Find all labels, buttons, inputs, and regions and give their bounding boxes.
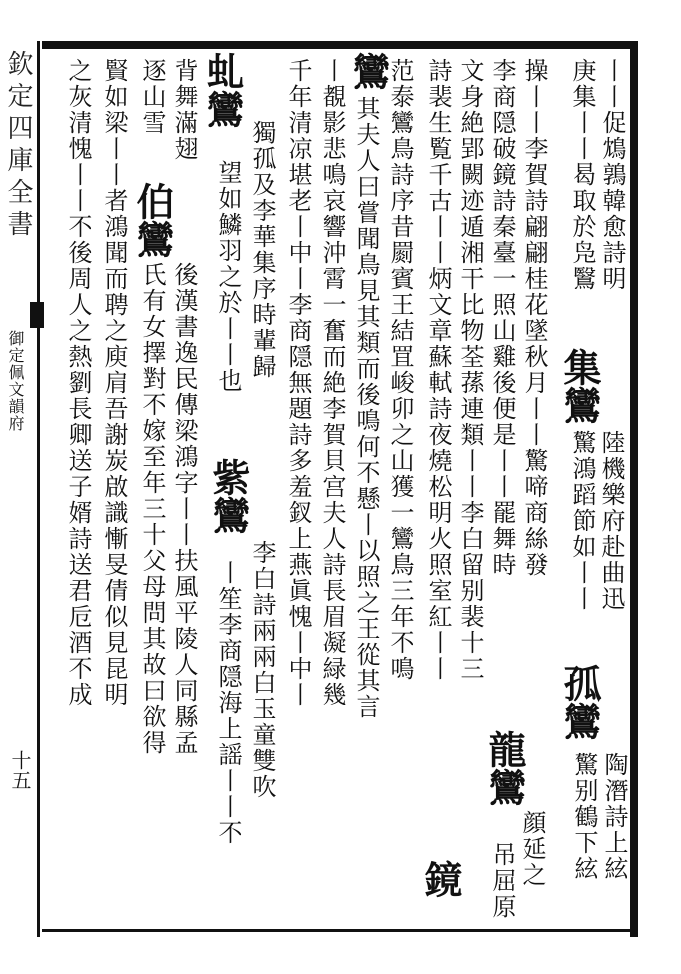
gutter-border [37, 41, 40, 937]
entry-heading: 鏡 [418, 860, 463, 898]
column-text: 丨丨促鴆鶉韓愈詩明 [598, 58, 626, 292]
entry-heading: 鸞 [346, 52, 391, 90]
column-text: 望如鱗羽之於丨丨也 [214, 160, 242, 394]
column-text: 丨笙李商隠海上謡丨丨不 [214, 560, 242, 846]
section-title: 御定佩文韻府 [6, 330, 25, 432]
column-text: 庚集丨丨曷取於凫鷖 [568, 58, 596, 292]
column-text: 李白詩兩兩白玉童雙吹 [248, 540, 276, 800]
column-text: 詩裴生覧千古丨丨炳文章蘇軾詩夜燒松明火照室紅丨丨 [424, 58, 452, 682]
entry-heading: 孤鸞 [557, 664, 602, 740]
column-text: 背舞滿翅 [170, 58, 198, 162]
entry-heading: 龍鸞 [482, 730, 527, 806]
column-text: 范泰鸞鳥詩序昔罽賓王結罝峻卯之山獲一鸞鳥三年不鳴 [386, 58, 414, 682]
text-column [520, 58, 548, 578]
column-text: 後漢書逸民傳梁鴻字丨丨扶風平陵人同縣孟 [170, 262, 198, 756]
column-text: 文身絶郢闕迹遁湘干比物荃蓀連類丨丨李白留别裴十三 [456, 58, 484, 682]
text-column [568, 58, 596, 292]
column-text: 獨孤及李華集序時輩歸 [248, 120, 276, 380]
entry-heading: 紫鸞 [206, 458, 251, 534]
column-text: 其夫人曰嘗聞鳥見其類而後鳴何不懸丨以照之王從其言 [352, 96, 380, 720]
column-text: 之灰清愧丨丨不後周人之熱劉長卿送子婿詩送君卮酒不成 [64, 58, 92, 708]
frame-top-border [42, 41, 638, 49]
column-text: 操丨丨李賀詩翩翩桂花墜秋月丨丨驚啼商絲發 [520, 58, 548, 578]
column-text: 驚鴻蹈節如丨丨 [568, 430, 596, 612]
column-text: 李商隠破鏡詩秦臺一照山雞後便是丨丨罷舞時 [488, 58, 516, 578]
entry-heading: 集鸞 [557, 348, 602, 424]
page-number: 十五 [8, 750, 32, 790]
book-title: 欽定四庫全書 [3, 50, 33, 242]
text-column [598, 58, 626, 292]
column-text: 丨覩影悲鳴哀響沖霄一奮而絶李賀貝宫夫人詩長眉凝緑幾 [318, 58, 346, 708]
fishtail-mark [30, 302, 44, 328]
column-text: 氏有女擇對不嫁至年三十父母問其故曰欲得 [138, 262, 166, 756]
column-text: 吊屈原 [488, 842, 516, 920]
column-text: 顔延之 [518, 810, 546, 888]
column-text: 千年清凉堪老丨中丨李商隠無題詩多羞釵上燕眞愧丨中丨 [284, 58, 312, 708]
frame-right-border [630, 41, 638, 937]
entry-heading: 虬鸞 [200, 52, 245, 128]
column-text: 陸機樂府赴曲迅 [597, 430, 625, 612]
column-text: 賢如梁丨丨者鴻聞而聘之庾肩吾謝炭啟識慚旻倩似見昆明 [100, 58, 128, 708]
column-text: 驚别鶴下絃 [570, 752, 598, 882]
entry-heading: 伯鸞 [130, 182, 175, 258]
column-text: 逐山雪 [138, 58, 166, 136]
frame-bottom-border [42, 929, 638, 932]
column-text: 陶潛詩上絃 [600, 752, 628, 882]
